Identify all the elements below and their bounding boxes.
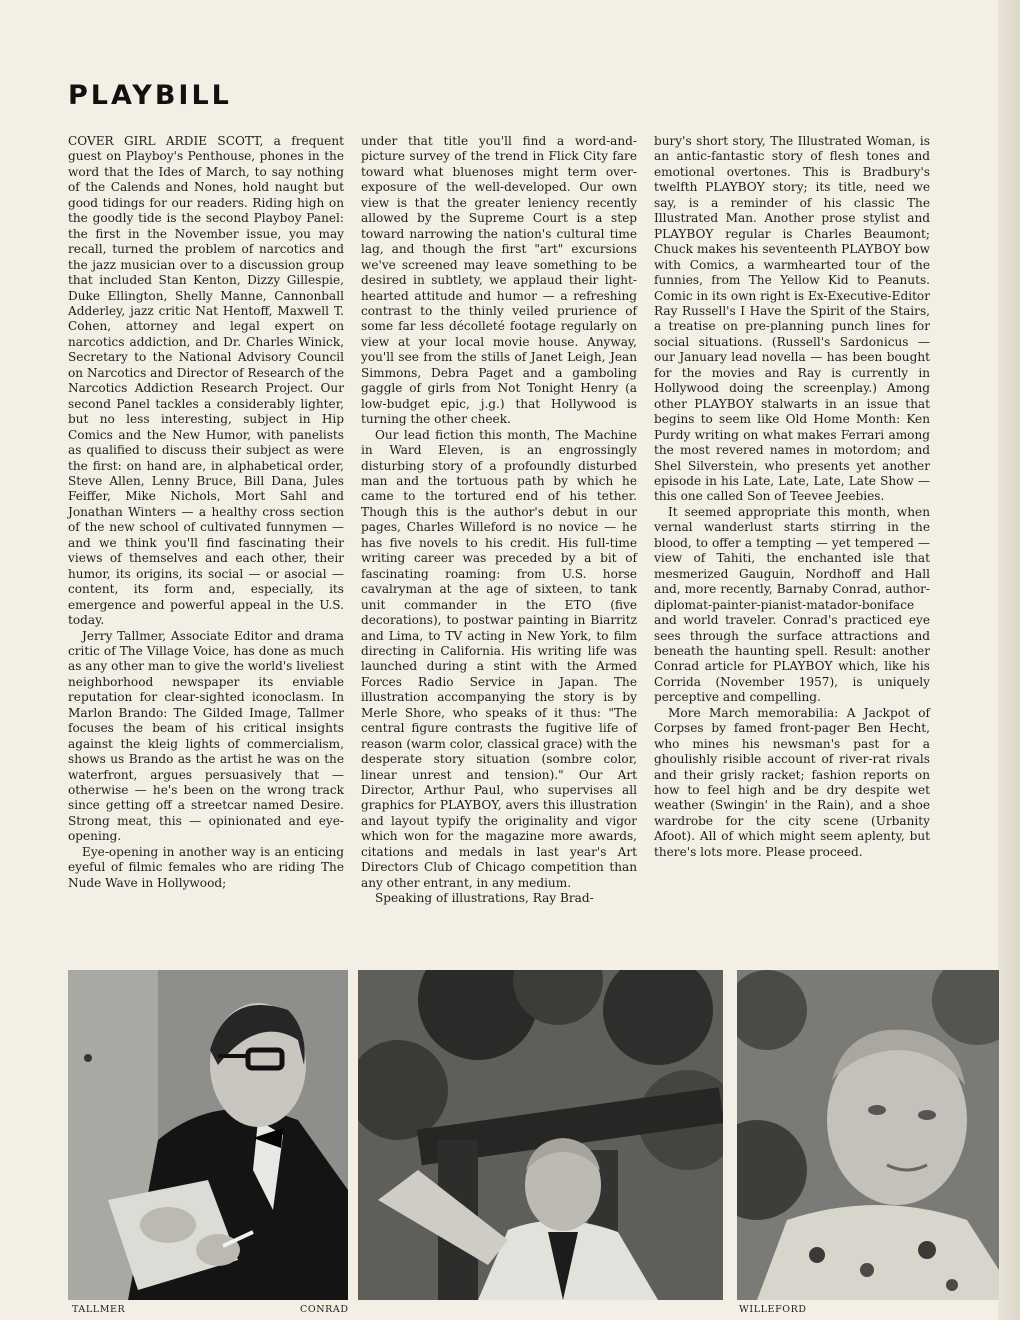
paragraph: Jerry Tallmer, Associate Editor and drama critic of The Village Voice, has done as much as any other man to give the world's liveliest neighborhood newspaper its enviable reputation for clear-sighted iconoclasm. In Marlon Brando: The Gilded Image, Tallmer focuses the beam of his critical insights against the kleig lights of commercialism, shows us Brando as the artist he was on the waterfront, argues persuasively that — otherwise — he's been on the wrong track since getting off a streetcar named Desire. Strong meat, this — opinionated and eye-opening. [68, 628, 344, 844]
photo-conrad [358, 970, 723, 1300]
text-column-1 [68, 134, 344, 891]
paragraph: Speaking of illustrations, Ray Brad- [375, 891, 594, 906]
paragraph: bury's short story, The Illustrated Woman, is an antic-fantastic story of flesh tones and emotional overtones. This is Bradbury's twelfth PLAYBOY story; its title, need we say, is a reminder of his classic The Illustrated Man. Another prose stylist and PLAYBOY regular is Charles Beaumont; Chuck makes his seventeenth PLAYBOY bow with Comics, a warmhearted tour of the funnies, from The Yellow Kid to Peanuts. Comic in its own right is Ex-Executive-Editor Ray Russell's I Have the Spirit of the Stairs, a treatise on pre-planning punch lines for social situations. (Russell's Sardonicus — our January lead novella — has been bought for the movies and Ray is currently in Hollywood doing the screenplay.) Among other PLAYBOY stalwarts in an issue that begins to seem like Old Home Month: Ken Purdy writing on what makes Ferrari among the most revered names in motordom; and Shel Silverstein, who presents yet another episode in his Late, Late, Late, Late Show — this one called Son of Teevee Jeebies. [654, 134, 930, 504]
photo-willeford [737, 970, 999, 1300]
photo-caption-willeford: WILLEFORD [739, 1304, 807, 1315]
photo-caption-conrad: CONRAD [300, 1304, 349, 1315]
paragraph: More March memorabilia: A Jackpot of Corpses by famed front-pager Ben Hecht, who mines his newsman's past for a ghoulishly risible account of river-rat rivals and their grisly racket; fashion reports on how to feel high and be dry despite wet weather (Swingin' in the Rain), and a shoe wardrobe for the city scene (Urbanity Afoot). All of which might seem aplenty, but there's lots more. Please proceed. [654, 705, 930, 859]
page-edge [998, 0, 1020, 1320]
paragraph: COVER GIRL ARDIE SCOTT, a frequent guest on Playboy's Penthouse, phones in the word that the Ides of March, to say nothing of the Calends and Nones, hold naught but good tidings for our readers. Riding high on the goodly tide is the second Playboy Panel: the first in the November issue, you may recall, turned the problem of narcotics and the jazz musician over to a discussion group that included Stan Kenton, Dizzy Gillespie, Duke Ellington, Shelly Manne, Cannonball Adderley, jazz critic Nat Hentoff, Maxwell T. Cohen, attorney and legal expert on narcotics addiction, and Dr. Charles Winick, Secretary to the National Advisory Council on Narcotics and Director of Research of the Narcotics Addiction Research Project. Our second Panel tackles a considerably lighter, but no less interesting, subject in Hip Comics and the New Humor, with panelists as qualified to discuss their subject as were the first: on hand are, in alphabetical order, Steve Allen, Lenny Bruce, Bill Dana, Jules Feiffer, Mike Nichols, Mort Sahl and Jonathan Winters — a healthy cross section of the new school of cultivated funnymen — and we think you'll find fascinating their views of themselves and each other, their humor, its origins, its social — or asocial — content, its form and, especially, its emergence and powerful appeal in the U.S. today. [68, 134, 344, 628]
paragraph: Our lead fiction this month, The Machine in Ward Eleven, is an engrossingly disturbing story of a profoundly disturbed man and the tortuous path by which he came to the tortured end of his tether. Though this is the author's debut in our pages, Charles Willeford is no novice — he has five novels to his credit. His full-time writing career was preceded by a bit of fascinating roaming: from U.S. horse cavalryman at the age of sixteen, to tank unit commander in the ETO (five decorations), to postwar painting in Biarritz and Lima, to TV acting in New York, to film directing in California. His writing life was launched during a stint with the Armed Forces Radio Service in Japan. The illustration accompanying the story is by Merle Shore, who speaks of it thus: "The central figure contrasts the fugitive life of reason (warm color, classical grace) with the desperate story situation (sombre color, linear unrest and tension)." Our Art Director, Arthur Paul, who supervises all graphics for PLAYBOY, avers this illustration and layout typify the originality and vigor which won for the magazine more awards, citations and medals in last year's Art Directors Club of Chicago competition than any other entrant, in any medium. [361, 427, 637, 890]
paragraph: Eye-opening in another way is an enticing eyeful of filmic females who are riding The Nude Wave in Hollywood; [68, 844, 344, 890]
text-column-2 [361, 134, 637, 907]
photo-caption-tallmer: TALLMER [72, 1304, 126, 1315]
text-column-3 [654, 134, 930, 860]
paragraph: under that title you'll find a word-and-picture survey of the trend in Flick City fare toward what bluenoses might term over-exposure of the well-developed. Our own view is that the greater leniency recently allowed by the Supreme Court is a step toward narrowing the nation's cultural time lag, and though the first "art" excursions we've screened may leave something to be desired in subtlety, we applaud their light-hearted attitude and humor — a refreshing contrast to the thinly veiled prurience of some far less décolleté footage regularly on view at your local movie house. Anyway, you'll see from the stills of Janet Leigh, Jean Simmons, Debra Paget and a gamboling gaggle of girls from Not Tonight Henry (a low-budget epic, j.g.) that Hollywood is turning the other cheek. [361, 134, 637, 427]
page-title: PLAYBILL [68, 80, 232, 111]
photo-tallmer [68, 970, 348, 1300]
paragraph: It seemed appropriate this month, when vernal wanderlust starts stirring in the blood, to offer a tempting — yet tempered — view of Tahiti, the enchanted isle that mesmerized Gauguin, Nordhoff and Hall and, more recently, Barnaby Conrad, author-diplomat-painter-pianist-matador-boniface and world traveler. Conrad's practiced eye sees through the surface attractions and beneath the haunting spell. Result: another Conrad article for PLAYBOY which, like his Corrida (November 1957), is uniquely perceptive and compelling. [654, 504, 930, 705]
